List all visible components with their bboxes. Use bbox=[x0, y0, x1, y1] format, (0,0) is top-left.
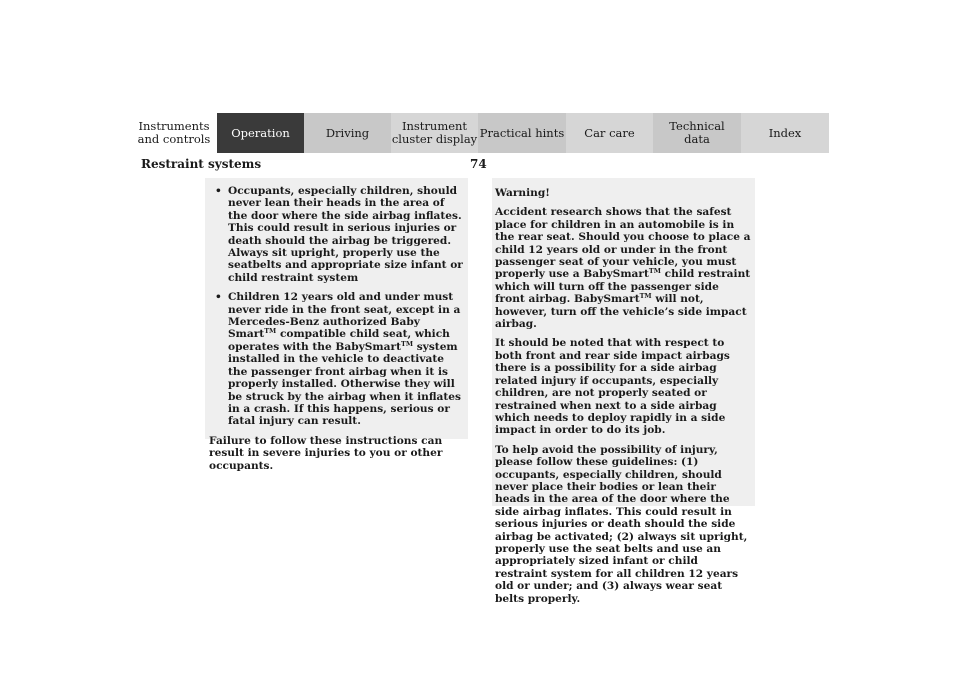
tab-technical-data[interactable]: Technical data bbox=[653, 113, 741, 153]
warning-paragraph-2: It should be noted that with respect to both front and rear side impact airbags there is a possibility for a side airbag related injury if occupants, especially children, are not properly seated or restrained when next to a side airbag which needs to deploy rapidly in a side impact in order to do its job. bbox=[495, 337, 730, 437]
warning-title: Warning! bbox=[495, 187, 550, 199]
page-title: Restraint systems bbox=[141, 157, 262, 171]
bullet-item-children-front-seat bbox=[209, 291, 464, 427]
tab-index[interactable]: Index bbox=[741, 113, 829, 153]
warning-footer-text: Failure to follow these instructions can result in severe injuries to you or other occupants. bbox=[209, 434, 443, 472]
bullet-text-c: system installed in the vehicle to deactivate the passenger front airbag when it is properly installed. Otherwise they will be struck by the airbag when it inflates in a crash. If this happens, serious or fatal injury can result. bbox=[228, 340, 462, 428]
tab-instruments-and-controls[interactable]: Instruments and controls bbox=[131, 113, 217, 153]
warning-box-right bbox=[492, 178, 755, 605]
warning-paragraph-1 bbox=[495, 206, 751, 330]
tab-practical-hints[interactable]: Practical hints bbox=[478, 113, 566, 153]
bullet-text-a: Children 12 years old and under must never ride in the front seat, except in a Mercedes-Benz authorized Baby Smart bbox=[228, 291, 461, 341]
section-tab-bar bbox=[131, 113, 829, 153]
paragraph-text-a: Accident research shows that the safest place for children in an automobile is in the rear seat. Should you choose to place a child 12 years old or under in the front passenger seat of your vehicle, you must properly use a BabySmart bbox=[495, 206, 751, 281]
tab-instrument-cluster-display[interactable]: Instrument cluster display bbox=[391, 113, 478, 153]
page-number: 74 bbox=[470, 157, 487, 171]
paragraph-text-c: will not, however, turn off the vehicle’s side impact airbag. bbox=[495, 293, 747, 331]
trademark-mark: TM bbox=[264, 327, 277, 336]
warning-box-left bbox=[205, 178, 468, 472]
bullet-item-side-airbag bbox=[209, 185, 464, 284]
bullet-text: Occupants, especially children, should never lean their heads in the area of the door where the side airbag inflates. This could result in serious injuries or death should the airbag be triggered. Always sit upright, properly use the seatbelts and appropriate size infant or child restraint system bbox=[228, 185, 463, 284]
tab-car-care[interactable]: Car care bbox=[566, 113, 653, 153]
warning-paragraph-3: To help avoid the possibility of injury, please follow these guidelines: (1) occupants, especially children, should never place their bodies or lean their heads in the area of the door where the side airbag inflates. This could result in serious injuries or death should the side airbag be activated; (2) always sit upright, properly use the seat belts and use an appropriately sized infant or child restraint system for all children 12 years old or under; and (3) always wear seat belts properly. bbox=[495, 443, 748, 605]
bullet-list bbox=[209, 185, 464, 428]
tab-operation[interactable]: Operation bbox=[217, 113, 304, 153]
bullet-text-b: compatible child seat, which operates with the BabySmart bbox=[228, 328, 450, 353]
trademark-mark: TM bbox=[400, 339, 414, 348]
paragraph-text-b: child restraint which will turn off the passenger side front airbag. BabySmart bbox=[495, 268, 751, 306]
trademark-mark: TM bbox=[639, 292, 652, 301]
trademark-mark: TM bbox=[648, 267, 661, 276]
tab-driving[interactable]: Driving bbox=[304, 113, 391, 153]
